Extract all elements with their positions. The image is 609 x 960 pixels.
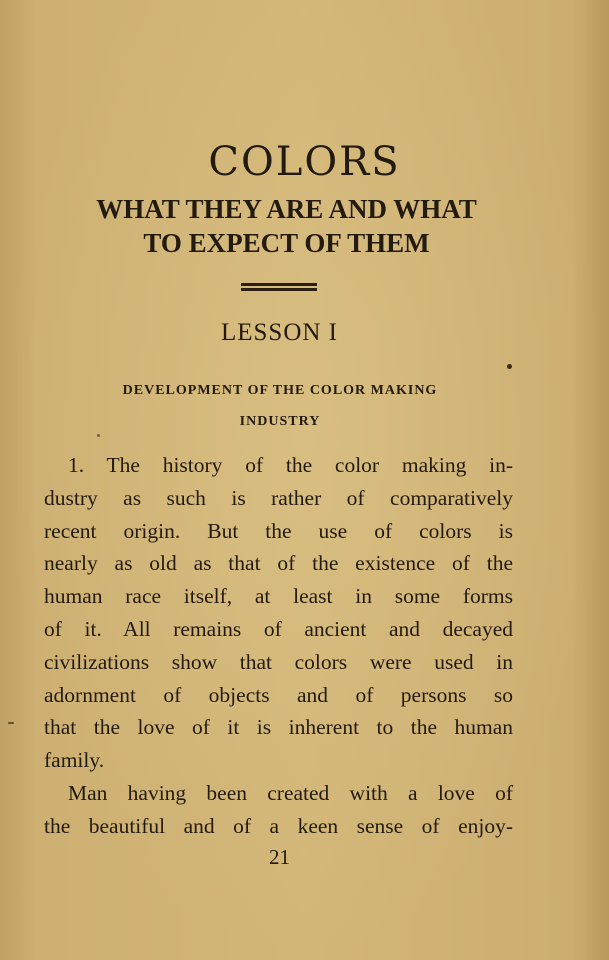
body-line: the beautiful and of a keen sense of enjoy- <box>44 813 513 838</box>
body-line: family. <box>44 748 105 773</box>
body-line: that the love of it is inherent to the human <box>44 715 513 740</box>
body-line: civilizations show that colors were used in <box>44 649 513 674</box>
body-line: 1. The history of the color making in- <box>68 453 513 477</box>
body-line: adornment of objects and of persons so <box>44 682 513 707</box>
body-line: recent origin. But the use of colors is <box>44 518 513 543</box>
subtitle-line-2: TO EXPECT OF THEM <box>143 228 430 258</box>
book-title: COLORS <box>208 139 401 185</box>
section-heading <box>80 375 480 437</box>
body-text <box>44 449 513 843</box>
double-rule-divider <box>241 283 317 291</box>
ink-speck <box>8 722 14 724</box>
section-heading-line-1: DEVELOPMENT OF THE COLOR MAKING <box>122 383 438 398</box>
body-line: nearly as old as that of the existence of the <box>44 551 513 576</box>
book-subtitle <box>0 192 569 260</box>
body-line: Man having been created with a love of <box>68 780 513 805</box>
ink-speck <box>507 364 512 369</box>
body-line: human race itself, at least in some forms <box>44 584 513 609</box>
body-line: of it. All remains of ancient and decayed <box>44 616 513 641</box>
lesson-heading: LESSON I <box>220 319 339 346</box>
section-heading-line-2: INDUSTRY <box>239 414 321 429</box>
subtitle-line-1: WHAT THEY ARE AND WHAT <box>96 194 477 224</box>
page-number: 21 <box>269 845 290 869</box>
body-line: dustry as such is rather of comparatively <box>44 485 513 510</box>
